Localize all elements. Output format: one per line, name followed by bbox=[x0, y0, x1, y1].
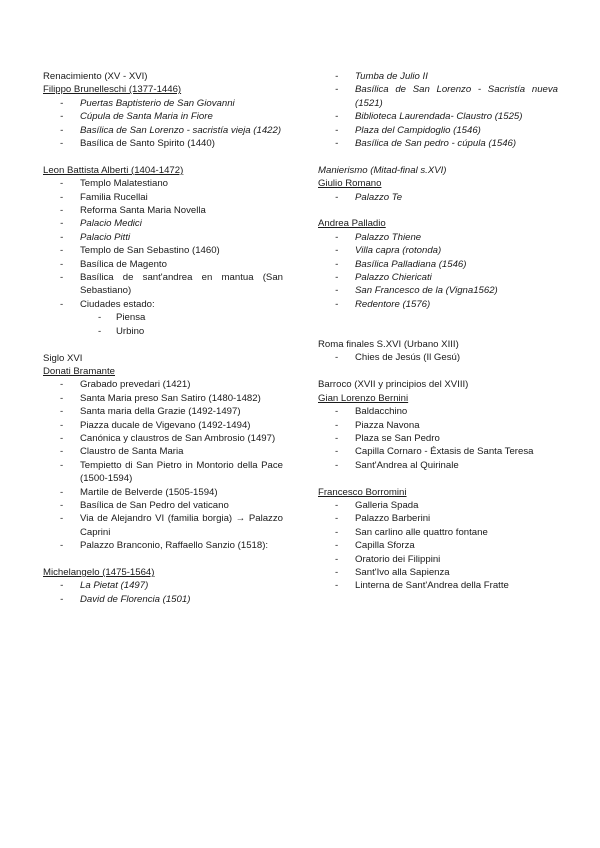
list-item: - Santa maria della Grazie (1492-1497) bbox=[43, 405, 283, 418]
section-title-siglo-xvi: Siglo XVI bbox=[43, 352, 83, 364]
list-item: - Templo de San Sebastino (1460) bbox=[43, 244, 283, 257]
list-item: - Palazzo Thiene bbox=[318, 231, 558, 244]
list-item: - Basílica de sant'andrea en mantua (San Sebastiano) bbox=[43, 271, 283, 298]
bernini-list bbox=[318, 405, 558, 472]
list-item: - Santa Maria preso San Satiro (1480-1482) bbox=[43, 392, 283, 405]
michelangelo-list-continued bbox=[318, 70, 558, 150]
architect-brunelleschi: Filippo Brunelleschi (1377-1446) bbox=[43, 84, 182, 96]
section-title-manierismo: Manierismo (Mitad-final s.XVI) bbox=[318, 164, 447, 176]
right-column bbox=[318, 70, 558, 593]
list-item: - Sant'Ivo alla Sapienza bbox=[318, 566, 558, 579]
section-title-barroco: Barroco (XVII y principios del XVIII) bbox=[318, 379, 469, 391]
list-item: - Basílica Palladiana (1546) bbox=[318, 258, 558, 271]
list-item: - Grabado prevedari (1421) bbox=[43, 378, 283, 391]
list-item: - Ciudades estado: bbox=[43, 298, 283, 311]
list-item: - Palazzo Chiericati bbox=[318, 271, 558, 284]
list-item: - Redentore (1576) bbox=[318, 298, 558, 311]
list-item: - Basílica de San Lorenzo - Sacristía nueva (1521) bbox=[318, 83, 558, 110]
list-subitem: - Urbino bbox=[43, 325, 283, 338]
list-item: - Puertas Baptisterio de San Giovanni bbox=[43, 97, 283, 110]
list-item: - Martile de Belverde (1505-1594) bbox=[43, 486, 283, 499]
section-title-renacimiento: Renacimiento (XV - XVI) bbox=[43, 71, 148, 82]
list-item: - Oratorio dei Filippini bbox=[318, 553, 558, 566]
list-item: - Tempietto di San Pietro in Montorio della Pace (1500-1594) bbox=[43, 459, 283, 486]
list-item: - Palacio Medici bbox=[43, 217, 283, 230]
list-item: - David de Florencia (1501) bbox=[43, 593, 283, 606]
list-item: - Galleria Spada bbox=[318, 499, 558, 512]
list-item: - Via de Alejandro VI (familia borgia) → Palazzo Caprini bbox=[43, 512, 283, 539]
list-item: - Piazza ducale de Vigevano (1492-1494) bbox=[43, 419, 283, 432]
list-item: - La Pietat (1497) bbox=[43, 579, 283, 592]
list-item: - Templo Malatestiano bbox=[43, 177, 283, 190]
alberti-list bbox=[43, 177, 283, 338]
list-item: - Biblioteca Laurendada- Claustro (1525) bbox=[318, 110, 558, 123]
list-item: - Canónica y claustros de San Ambrosio (1497) bbox=[43, 432, 283, 445]
list-item: - Chies de Jesús (Il Gesú) bbox=[318, 351, 558, 364]
list-item: - Capilla Sforza bbox=[318, 539, 558, 552]
list-item: - Baldacchino bbox=[318, 405, 558, 418]
borromini-list bbox=[318, 499, 558, 593]
list-item: - Capilla Cornaro - Éxtasis de Santa Teresa bbox=[318, 445, 558, 458]
left-column bbox=[43, 70, 283, 606]
list-item: - Basílica de Santo Spirito (1440) bbox=[43, 137, 283, 150]
giulio-list bbox=[318, 191, 558, 204]
architect-borromini: Francesco Borromini bbox=[318, 486, 407, 498]
list-item: - Claustro de Santa Maria bbox=[43, 445, 283, 458]
architect-bernini: Gian Lorenzo Bernini bbox=[318, 392, 409, 404]
list-item: - Familia Rucellai bbox=[43, 191, 283, 204]
list-item: - Plaza se San Pedro bbox=[318, 432, 558, 445]
list-item: - Basílica de Magento bbox=[43, 258, 283, 271]
roma-list bbox=[318, 351, 558, 364]
palladio-list bbox=[318, 231, 558, 311]
michelangelo-list bbox=[43, 579, 283, 606]
list-item: - San carlino alle quattro fontane bbox=[318, 526, 558, 539]
list-item: - Palazzo Branconio, Raffaello Sanzio (1518): bbox=[43, 539, 283, 552]
list-item: - San Francesco de la (Vigna1562) bbox=[318, 284, 558, 297]
list-item: - Reforma Santa Maria Novella bbox=[43, 204, 283, 217]
list-item: - Basílica de San pedro - cúpula (1546) bbox=[318, 137, 558, 150]
list-item: - Linterna de Sant'Andrea della Fratte bbox=[318, 579, 558, 592]
bramante-list bbox=[43, 378, 283, 552]
architect-bramante: Donati Bramante bbox=[43, 365, 115, 377]
list-item: - Basílica de San Pedro del vaticano bbox=[43, 499, 283, 512]
list-item: - Cúpula de Santa Maria in Fiore bbox=[43, 110, 283, 123]
list-item: - Basílica de San Lorenzo - sacristía vieja (1422) bbox=[43, 124, 283, 137]
list-item: - Palazzo Barberini bbox=[318, 512, 558, 525]
list-item: - Villa capra (rotonda) bbox=[318, 244, 558, 257]
list-item: - Piazza Navona bbox=[318, 419, 558, 432]
architect-michelangelo: Michelangelo (1475-1564) bbox=[43, 566, 155, 578]
list-item: - Plaza del Campidoglio (1546) bbox=[318, 124, 558, 137]
list-item: - Palacio Pitti bbox=[43, 231, 283, 244]
list-item: - Palazzo Te bbox=[318, 191, 558, 204]
section-title-roma: Roma finales S.XVI (Urbano XIII) bbox=[318, 339, 459, 351]
list-item: - Tumba de Julio II bbox=[318, 70, 558, 83]
architect-palladio: Andrea Palladio bbox=[318, 218, 386, 230]
list-item: - Sant'Andrea al Quirinale bbox=[318, 459, 558, 472]
architect-giulio-romano: Giulio Romano bbox=[318, 178, 382, 190]
brunelleschi-list bbox=[43, 97, 283, 151]
architect-alberti: Leon Battista Alberti (1404-1472) bbox=[43, 164, 184, 176]
list-subitem: - Piensa bbox=[43, 311, 283, 324]
